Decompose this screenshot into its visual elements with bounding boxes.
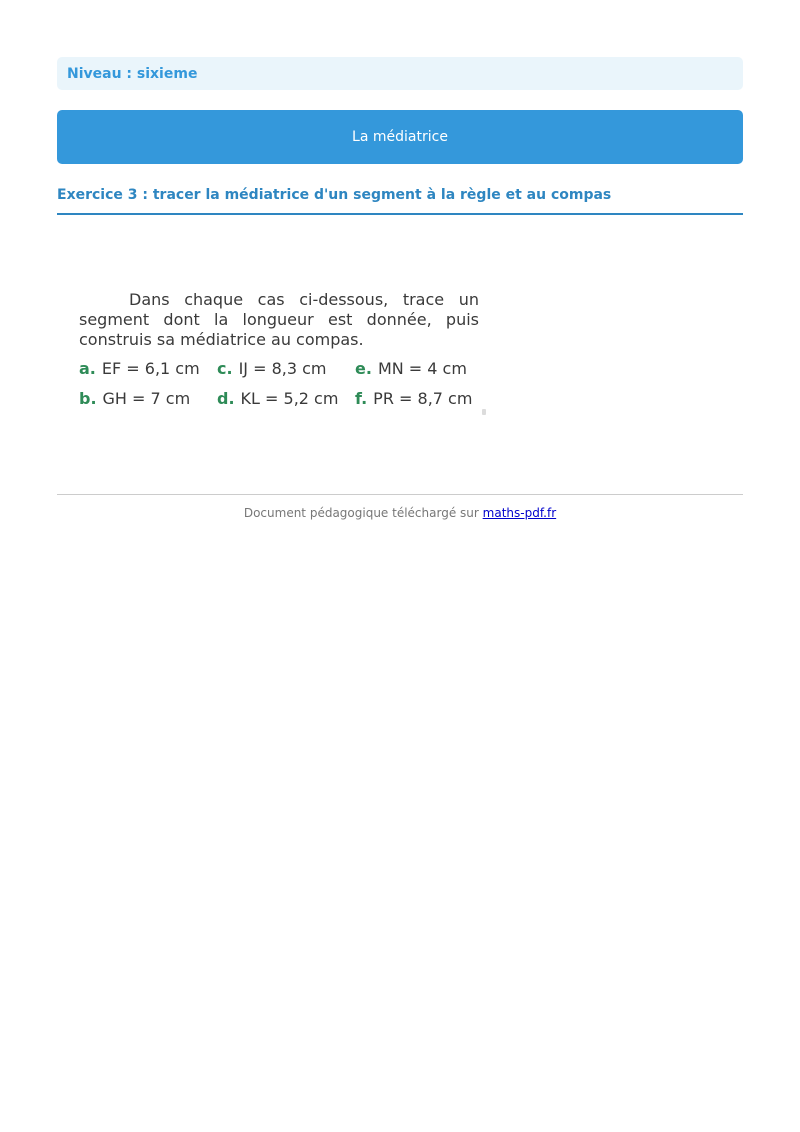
item-text: MN = 4 cm: [377, 359, 467, 378]
exercise-item-a: [79, 359, 200, 378]
footer-link[interactable]: maths-pdf.fr: [482, 506, 557, 520]
page-title-text: La médiatrice: [352, 129, 448, 145]
item-text: IJ = 8,3 cm: [238, 359, 327, 378]
item-text: PR = 8,7 cm: [373, 389, 473, 408]
exercise-card: [75, 286, 491, 422]
exercise-item-c: [217, 359, 327, 378]
page-title: [57, 110, 743, 164]
item-letter: a.: [79, 359, 96, 378]
item-letter: e.: [355, 359, 372, 378]
exercise-statement: Dans chaque cas ci-dessous, trace un segment dont la longueur est donnée, puis construis sa médiatrice au compas.: [79, 290, 479, 349]
exercise-item-d: [217, 389, 338, 408]
scan-artifact-mark: [482, 409, 486, 415]
footer-text: Document pédagogique téléchargé sur: [243, 506, 479, 520]
exercise-heading: Exercice 3 : tracer la médiatrice d'un segment à la règle et au compas: [57, 185, 743, 215]
item-letter: f.: [355, 389, 368, 408]
item-text: KL = 5,2 cm: [240, 389, 339, 408]
exercise-item-f: [355, 389, 472, 408]
exercise-item-b: [79, 389, 190, 408]
item-text: EF = 6,1 cm: [101, 359, 200, 378]
item-letter: b.: [79, 389, 97, 408]
exercise-item-e: [355, 359, 467, 378]
item-letter: c.: [217, 359, 233, 378]
item-text: GH = 7 cm: [102, 389, 191, 408]
footer: [57, 506, 743, 520]
footer-divider: [57, 494, 743, 495]
level-label: Niveau : sixieme: [57, 57, 743, 90]
item-letter: d.: [217, 389, 235, 408]
